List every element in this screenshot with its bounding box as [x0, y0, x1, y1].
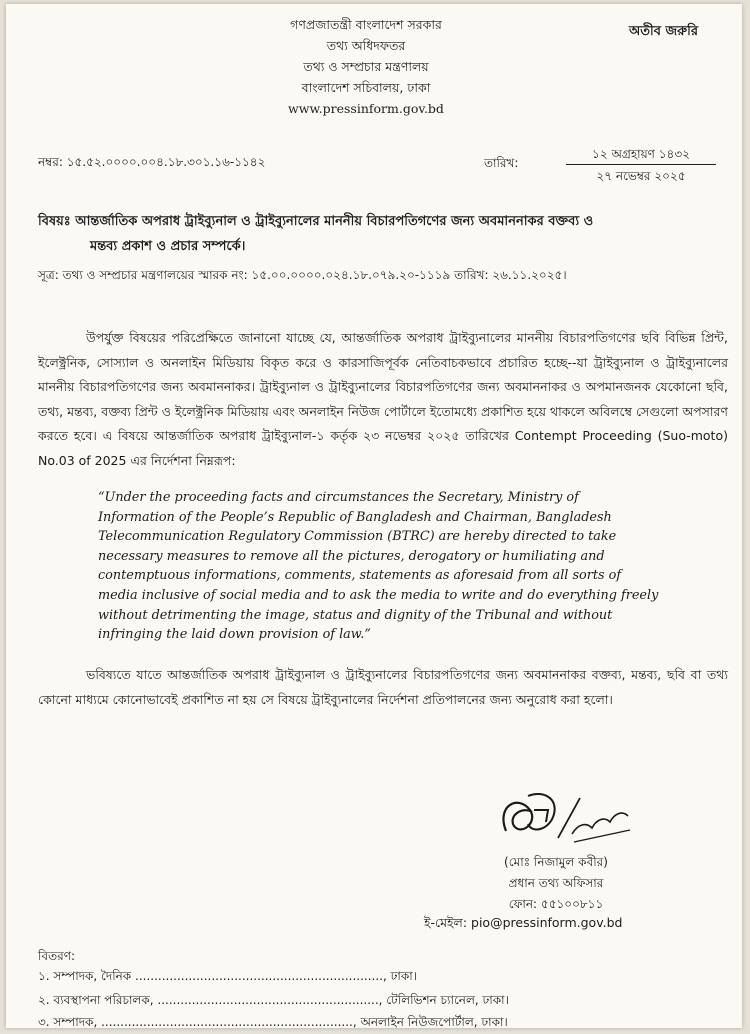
subject	[38, 209, 738, 259]
distribution-suffix: , টেলিভিশন চ্যানেল, ঢাকা।	[378, 993, 509, 1007]
quote-line: without detrimenting the image, status and dignity of the Tribunal and without	[98, 607, 613, 623]
date-bangla: ১২ অগ্রহায়ণ ১৪৩২	[566, 144, 716, 165]
quote-line: media inclusive of social media and to ask the media to write and do everything freely	[98, 587, 659, 603]
distribution-recipient: ৩. সম্পাদক,	[38, 1015, 98, 1029]
signatory-email: ই-মেইল: pio@pressinform.gov.bd	[424, 915, 623, 930]
signatory-name: (মোঃ নিজামুল কবীর)	[504, 855, 608, 869]
header-line-3: তথ্য ও সম্প্রচার মন্ত্রণালয়	[303, 59, 429, 74]
signatory-phone: ফোন: ৫৫১০০৮১১	[508, 897, 604, 911]
distribution-item	[38, 992, 678, 1012]
handwritten-signature	[488, 776, 648, 856]
subject-line-2: মন্তব্য প্রকাশ ও প্রচার সম্পর্কে।	[90, 239, 246, 254]
distribution-suffix: , ঢাকা।	[382, 969, 418, 983]
subject-line-1: বিষয়ঃ আন্তর্জাতিক অপরাধ ট্রাইব্যুনাল ও ট্রাইব্যুনালের মাননীয় বিচারপতিগণের জন্য অবমাননাকর বক্তব্য ও	[38, 214, 594, 229]
quote-line: Telecommunication Regulatory Commission (BTRC) are hereby directed to take	[98, 529, 617, 545]
quote-line: “Under the proceeding facts and circumstances the Secretary, Ministry of	[98, 490, 579, 505]
header-line-2: তথ্য অধিদফতর	[326, 38, 406, 53]
date-label: তারিখ:	[484, 156, 519, 170]
distribution-blank: ..................................................................	[97, 1015, 353, 1029]
distribution-recipient: ১. সম্পাদক, দৈনিক	[38, 969, 132, 983]
urgency-label: অতীব জরুরি	[629, 24, 698, 39]
header-website: www.pressinform.gov.bd	[288, 101, 444, 116]
distribution-blank: ..........................................................	[153, 993, 379, 1007]
distribution-recipient: ২. ব্যবস্থাপনা পরিচালক,	[38, 993, 154, 1007]
memo-number: নম্বর: ১৫.৫২.০০০০.০০৪.১৮.৩০১.১৬-১১৪২	[38, 155, 266, 169]
quote-line: contemptuous informations, comments, statements as aforesaid from all sorts of	[98, 568, 622, 584]
letterhead	[196, 14, 536, 119]
quote-line: Information of the People’s Republic of Bangladesh and Chairman, Bangladesh	[98, 509, 612, 525]
signatory-block	[446, 852, 666, 915]
distribution-blank: .................................................................	[131, 969, 383, 983]
quote-line: infringing the laid down provision of law.”	[98, 627, 371, 643]
distribution-item	[38, 1014, 678, 1034]
date-english: ২৭ নভেম্বর ২০২৫	[596, 169, 686, 183]
distribution-suffix: , অনলাইন নিউজপোর্টাল, ঢাকা।	[352, 1015, 508, 1029]
header-line-1: গণপ্রজাতন্ত্রী বাংলাদেশ সরকার	[290, 17, 442, 32]
paragraph-1: উপর্যুক্ত বিষয়ের পরিপ্রেক্ষিতে জানানো যাচ্ছে যে, আন্তর্জাতিক অপরাধ ট্রাইব্যুনালের মাননীয় বিচারপতিগণের ছবি বিভিন্ন প্রিন্ট, ইলেক্ট্রনিক, সোস্যাল ও অনলাইন মিডিয়ায় বিকৃত করে ও কারসাজিপূর্বক নেতিবাচকভাবে প্রচারিত হচ্ছে--যা ট্রাইব্যুনাল ও ট্রাইব্যুনালের মাননীয় বিচারপতিগণের জন্য অবমাননাকর। ট্রাইব্যুনাল ও ট্রাইব্যুনালের বিচারপতিগণের জন্য অবমাননাকর ও অপমানজনক যেকোনো ছবি, তথ্য, মন্তব্য, বক্তব্য প্রিন্ট ও ইলেক্ট্রনিক মিডিয়ায় এবং অনলাইন নিউজ পোর্টালে ইতোমধ্যে প্রকাশিত হয়ে থাকলে অবিলম্বে সেগুলো অপসারণ করতে হবে। এ বিষয়ে আন্তর্জাতিক অপরাধ ট্রাইব্যুনাল-১ কর্তৃক ২৩ নভেম্বর ২০২৫ তারিখের Contempt Proceeding (Suo-moto) No.03 of 2025 এর নির্দেশনা নিম্নরূপ:	[38, 330, 728, 468]
header-line-4: বাংলাদেশ সচিবালয়, ঢাকা	[301, 80, 431, 95]
quote-line: necessary measures to remove all the pictures, derogatory or humiliating and	[98, 548, 605, 564]
signatory-title: প্রধান তথ্য অফিসার	[508, 876, 604, 890]
distribution-item	[38, 968, 678, 988]
memo-page	[6, 4, 742, 1028]
quoted-directive	[98, 488, 718, 645]
paragraph-2: ভবিষ্যতে যাতে আন্তর্জাতিক অপরাধ ট্রাইব্যুনাল ও ট্রাইব্যুনালের বিচারপতিগণের জন্য অবমাননাকর বক্তব্য, মন্তব্য, ছবি বা তথ্য কোনো মাধ্যমে কোনোভাবেই প্রকাশিত না হয় সে বিষয়ে ট্রাইব্যুনালের নির্দেশনা প্রতিপালনের জন্য অনুরোধ করা হলো।	[38, 667, 728, 707]
reference: সূত্র: তথ্য ও সম্প্রচার মন্ত্রণালয়ের স্মারক নং: ১৫.০০.০০০০.০২৪.১৮.০৭৯.২০-১১১৯ তারিখ: ২৬.১১.২০২৫।	[38, 268, 567, 282]
date-box	[566, 144, 716, 187]
distribution-title: বিতরণ:	[38, 949, 76, 963]
